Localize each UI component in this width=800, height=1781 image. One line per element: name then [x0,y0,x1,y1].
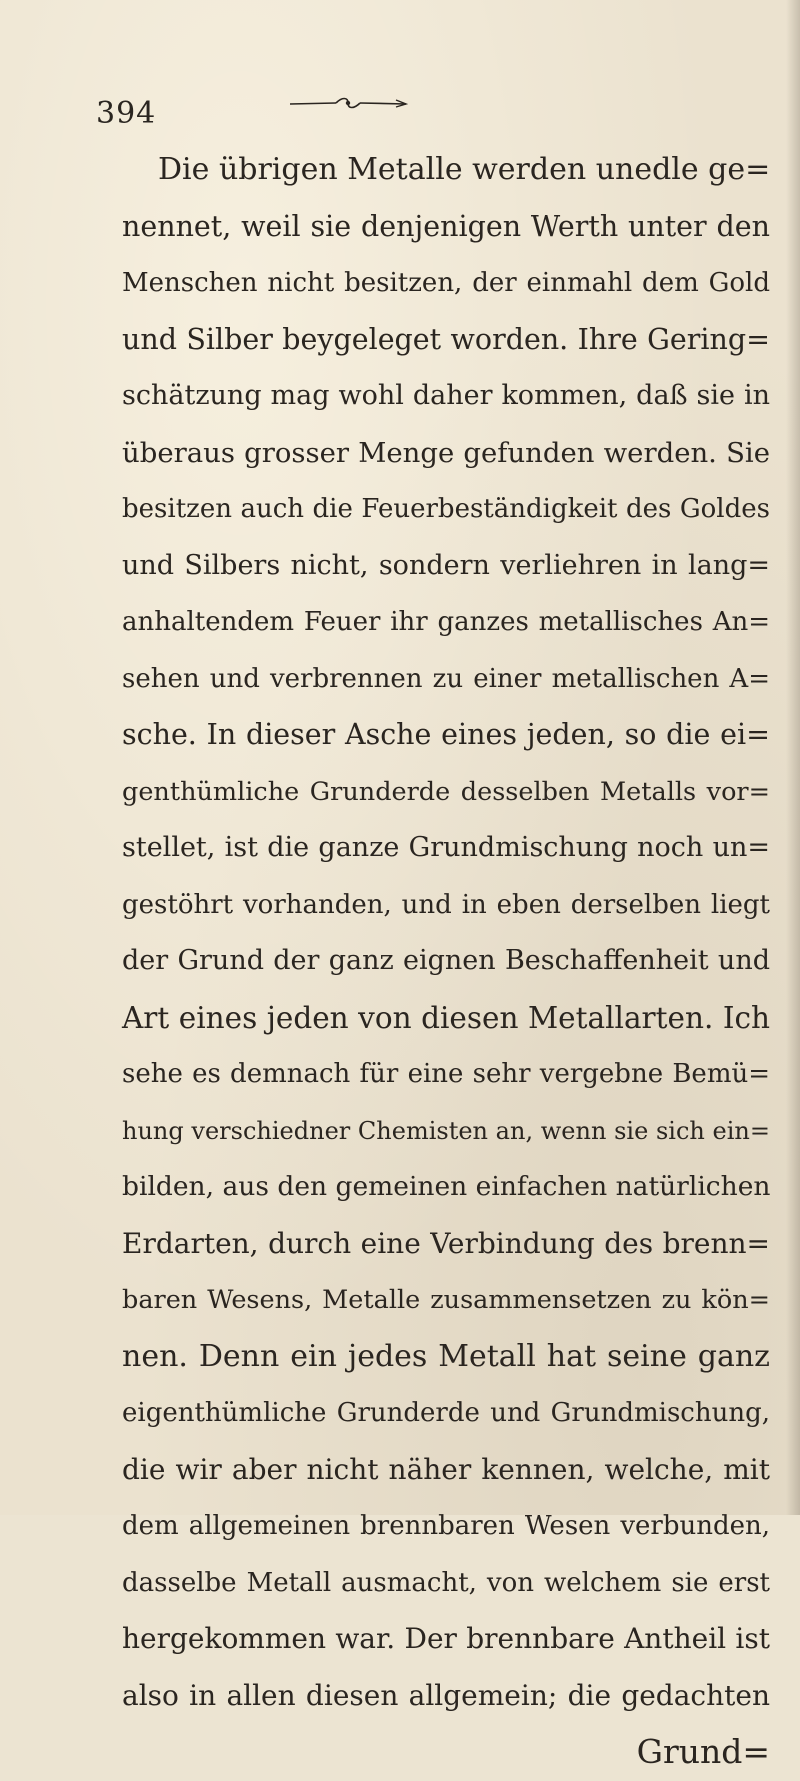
text-line: dem allgemeinen brennbaren Wesen verbunden, [122,1511,770,1541]
text-line: anhaltendem Feuer ihr ganzes metallisches An= [122,607,770,637]
text-line: sehe es demnach für eine sehr vergebne Bemü= [122,1059,770,1089]
spine-shadow [786,0,800,1515]
text-line: hergekommen war. Der brennbare Antheil ist [122,1622,770,1655]
text-line: Menschen nicht besitzen, der einmahl dem Gold [122,268,770,298]
text-line: hung verschiedner Chemisten an, wenn sie sich ein= [122,1116,770,1145]
text-line: genthümliche Grunderde desselben Metalls vor= [122,776,770,807]
text-line: dasselbe Metall ausmacht, von welchem sie erst [122,1567,770,1598]
page-number: 394 [96,96,157,131]
text-line: Die übrigen Metalle werden unedle ge= [158,152,771,187]
text-line: Art eines jeden von diesen Metallarten. Ich [122,1000,770,1035]
text-line: sche. In dieser Asche eines jeden, so die ei= [122,718,770,751]
text-line: besitzen auch die Feuerbeständigkeit des Goldes [122,494,770,524]
text-line: eigenthümliche Grunderde und Grundmischung, [122,1398,770,1428]
text-line: stellet, ist die ganze Grundmischung noch un= [122,832,770,863]
text-line: sehen und verbrennen zu einer metallischen A= [122,663,770,694]
text-line: also in allen diesen allgemein; die gedachten [122,1678,770,1712]
catchword: Grund= [636,1732,770,1771]
text-line: bilden, aus den gemeinen einfachen natürlichen [122,1171,771,1202]
text-line: und Silber beygeleget worden. Ihre Gering= [122,322,770,356]
text-line: überaus grosser Menge gefunden werden. Sie [122,436,770,469]
text-line: schätzung mag wohl daher kommen, daß sie in [122,380,770,411]
text-line: der Grund der ganz eignen Beschaffenheit und [122,945,770,976]
text-line: gestöhrt vorhanden, und in eben derselben liegt [122,889,770,920]
text-line: die wir aber nicht näher kennen, welche, mit [122,1452,770,1486]
text-line: nen. Denn ein jedes Metall hat seine ganz [122,1338,770,1374]
body-text [122,142,770,1781]
text-line: baren Wesens, Metalle zusammensetzen zu kön= [122,1285,770,1315]
text-line: und Silbers nicht, sondern verliehren in lang= [122,549,770,581]
ornament-icon [288,96,408,110]
text-line: nennet, weil sie denjenigen Werth unter den [122,209,770,243]
text-line: Erdarten, durch eine Verbindung des brenn= [122,1226,770,1260]
